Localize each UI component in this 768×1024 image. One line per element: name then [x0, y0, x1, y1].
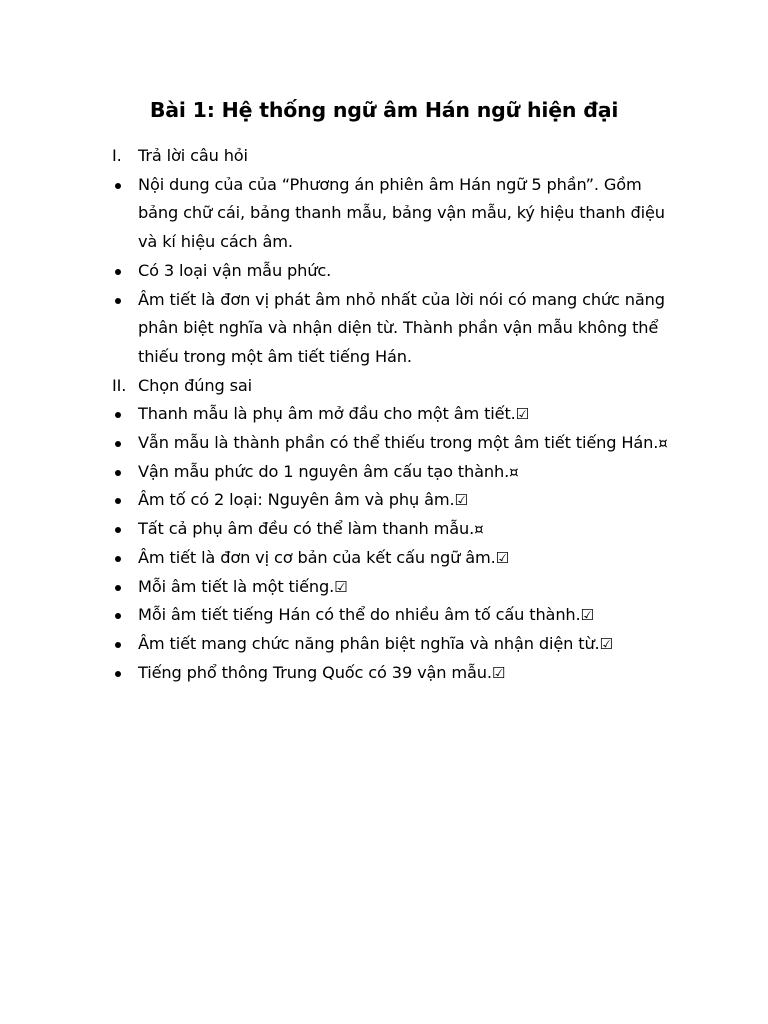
bullet-icon [112, 400, 138, 429]
list-item [112, 171, 682, 257]
section-title: Trả lời câu hỏi [138, 146, 248, 165]
section-heading-2 [112, 372, 682, 401]
checkbox-checked-icon: ☑ [491, 663, 506, 682]
currency-sign-icon: ¤ [474, 520, 484, 539]
statement-text: Tất cả phụ âm đều có thể làm thanh mẫu. [138, 519, 475, 539]
checkbox-checked-icon: ☑ [580, 606, 594, 625]
bullet-icon [112, 429, 138, 458]
list-item [112, 400, 682, 429]
list-item [112, 515, 682, 544]
list-item [112, 429, 682, 458]
section-number: II. [112, 375, 127, 395]
answer-text: Nội dung của của “Phương án phiên âm Hán ngữ 5 phần”. Gồm bảng chữ cái, bảng thanh mẫu, bảng vận mẫu, ký hiệu thanh điệu và kí hiệu cách âm. [138, 174, 665, 252]
statement-text: Thanh mẫu là phụ âm mở đầu cho một âm tiết. [138, 404, 516, 424]
bullet-icon [112, 257, 138, 286]
checkbox-checked-icon: ☑ [515, 405, 529, 424]
bullet-icon [112, 458, 138, 487]
list-item [112, 544, 682, 573]
bullet-icon [112, 630, 138, 659]
answer-text: Có 3 loại vận mẫu phức. [138, 260, 332, 280]
answer-text: Âm tiết là đơn vị phát âm nhỏ nhất của lời nói có mang chức năng phân biệt nghĩa và nhận diện từ. Thành phần vận mẫu không thể thiếu trong một âm tiết tiếng Hán. [138, 289, 665, 366]
list-item [112, 286, 682, 372]
document-title: Bài 1: Hệ thống ngữ âm Hán ngữ hiện đại [149, 98, 619, 122]
currency-sign-icon: ¤ [658, 434, 668, 453]
statement-text: Âm tiết là đơn vị cơ bản của kết cấu ngữ âm. [138, 547, 496, 567]
list-item [112, 601, 682, 630]
list-item [112, 486, 682, 515]
statement-text: Âm tố có 2 loại: Nguyên âm và phụ âm. [138, 490, 455, 510]
statement-text: Mỗi âm tiết tiếng Hán có thể do nhiều âm tố cấu thành. [138, 605, 581, 625]
bullet-icon [112, 515, 138, 544]
statement-text: Vẫn mẫu là thành phần có thể thiếu trong một âm tiết tiếng Hán. [138, 433, 659, 453]
list-item [112, 458, 682, 487]
checkbox-checked-icon: ☑ [599, 634, 613, 653]
document-body [112, 142, 682, 687]
bullet-icon [112, 601, 138, 630]
bullet-icon [112, 544, 138, 573]
checkbox-checked-icon: ☑ [495, 548, 509, 567]
list-item [112, 257, 682, 286]
statement-text: Tiếng phổ thông Trung Quốc có 39 vận mẫu. [138, 662, 492, 682]
list-item [112, 573, 682, 602]
checkbox-checked-icon: ☑ [454, 491, 468, 510]
statement-text: Âm tiết mang chức năng phân biệt nghĩa và nhận diện từ. [138, 633, 600, 653]
section-number: I. [112, 146, 122, 165]
bullet-icon [112, 486, 138, 515]
statement-text: Vận mẫu phức do 1 nguyên âm cấu tạo thành. [138, 461, 510, 481]
list-item [112, 630, 682, 659]
statement-text: Mỗi âm tiết là một tiếng. [138, 576, 335, 596]
list-item [112, 659, 682, 688]
checkbox-checked-icon: ☑ [334, 577, 348, 596]
bullet-icon [112, 659, 138, 688]
bullet-icon [112, 573, 138, 602]
section-heading-1 [112, 142, 682, 171]
section-title: Chọn đúng sai [138, 375, 252, 395]
bullet-icon [112, 171, 138, 200]
bullet-icon [112, 286, 138, 315]
currency-sign-icon: ¤ [509, 462, 519, 481]
